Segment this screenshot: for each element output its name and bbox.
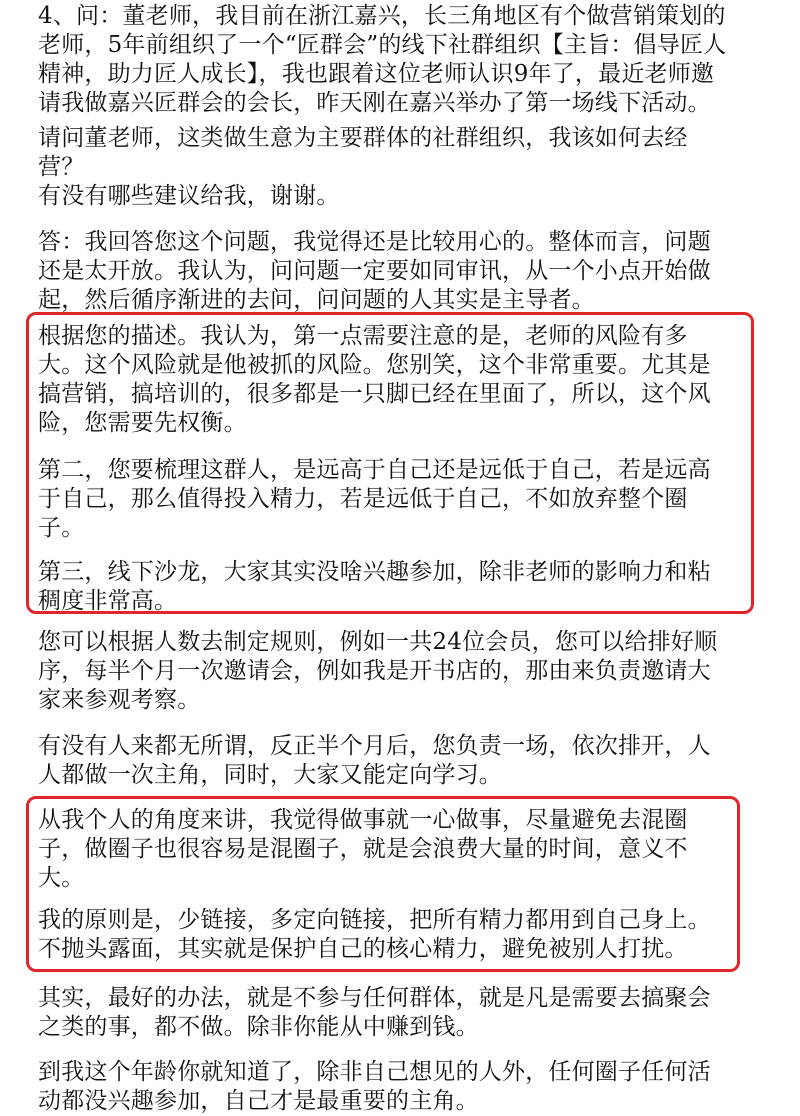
text-line: 您可以根据人数去制定规则，例如一共24位会员，您可以给排好顺	[38, 629, 718, 655]
text-line: 稠度非常高。	[38, 588, 178, 614]
text-line: 还是太开放。我认为，问问题一定要如同审讯，从一个小点开始做	[38, 258, 711, 284]
text-line: 老师，5年前组织了一个“匠群会”的线下社群组织【主旨：倡导匠人	[38, 32, 727, 58]
text-line: 险，您需要先权衡。	[38, 410, 247, 436]
text-line: 答：我回答您这个问题，我觉得还是比较用心的。整体而言，问题	[38, 229, 711, 255]
text-line: 子，做圈子也很容易是混圈子，就是会浪费大量的时间，意义不	[38, 836, 688, 862]
answer-paragraph	[38, 228, 738, 315]
text-line: 第二，您要梳理这群人，是远高于自己还是远低于自己，若是远高	[38, 457, 711, 483]
text-line: 精神，助力匠人成长】，我也跟着这位老师认识9年了，最近老师邀	[38, 61, 715, 87]
text-line: 子。	[38, 515, 85, 541]
rotation-paragraph	[38, 732, 738, 790]
text-line: 我的原则是，少链接，多定向链接，把所有精力都用到自己身上。	[38, 907, 711, 933]
text-line: 第三，线下沙龙，大家其实没啥兴趣参加，除非老师的影响力和粘	[38, 559, 711, 585]
text-line: 大。这个风险就是他被抓的风险。您别笑，这个非常重要。尤其是	[38, 352, 711, 378]
question-paragraph	[38, 2, 738, 118]
text-line: 请问董老师，这类做生意为主要群体的社群组织，我该如何去经	[38, 125, 688, 151]
text-line: 有没有哪些建议给我，谢谢。	[38, 183, 340, 209]
age-paragraph	[38, 1058, 738, 1116]
text-line: 请我做嘉兴匠群会的会长，昨天刚在嘉兴举办了第一场线下活动。	[38, 90, 711, 116]
text-line: 有没有人来都无所谓，反正半个月后，您负责一场，依次排开，人	[38, 733, 711, 759]
text-line: 之类的事，都不做。除非你能从中赚到钱。	[38, 1014, 479, 1040]
text-line: 于自己，那么值得投入精力，若是远低于自己，不如放弃整个圈	[38, 486, 688, 512]
text-line: 起，然后循序渐进的去问，问问题的人其实是主导者。	[38, 287, 595, 313]
text-line: 家来参观考察。	[38, 687, 201, 713]
text-line: 到我这个年龄你就知道了，除非自己想见的人外，任何圈子任何活	[38, 1059, 711, 1085]
point-two-paragraph	[38, 456, 738, 543]
text-line: 大。	[38, 865, 85, 891]
question-followup-paragraph	[38, 124, 738, 211]
text-line: 营？	[38, 154, 85, 180]
text-line: 根据您的描述。我认为，第一点需要注意的是，老师的风险有多	[38, 323, 688, 349]
text-line: 动都没兴趣参加，自己才是最重要的主角。	[38, 1088, 479, 1114]
principle-paragraph	[38, 906, 738, 964]
rules-paragraph	[38, 628, 738, 715]
text-line: 从我个人的角度来讲，我觉得做事就一心做事，尽量避免去混圈	[38, 807, 688, 833]
best-approach-paragraph	[38, 984, 738, 1042]
point-three-paragraph	[38, 558, 738, 616]
text-line: 搞营销，搞培训的，很多都是一只脚已经在里面了，所以，这个风	[38, 381, 711, 407]
point-one-paragraph	[38, 322, 738, 438]
text-line: 人都做一次主角，同时，大家又能定向学习。	[38, 762, 502, 788]
text-line: 不抛头露面，其实就是保护自己的核心精力，避免被别人打扰。	[38, 936, 688, 962]
text-line: 序，每半个月一次邀请会，例如我是开书店的，那由来负责邀请大	[38, 658, 711, 684]
personal-view-paragraph	[38, 806, 738, 893]
text-line: 4、问：董老师，我目前在浙江嘉兴，长三角地区有个做营销策划的	[38, 3, 726, 29]
text-line: 其实，最好的办法，就是不参与任何群体，就是凡是需要去搞聚会	[38, 985, 711, 1011]
